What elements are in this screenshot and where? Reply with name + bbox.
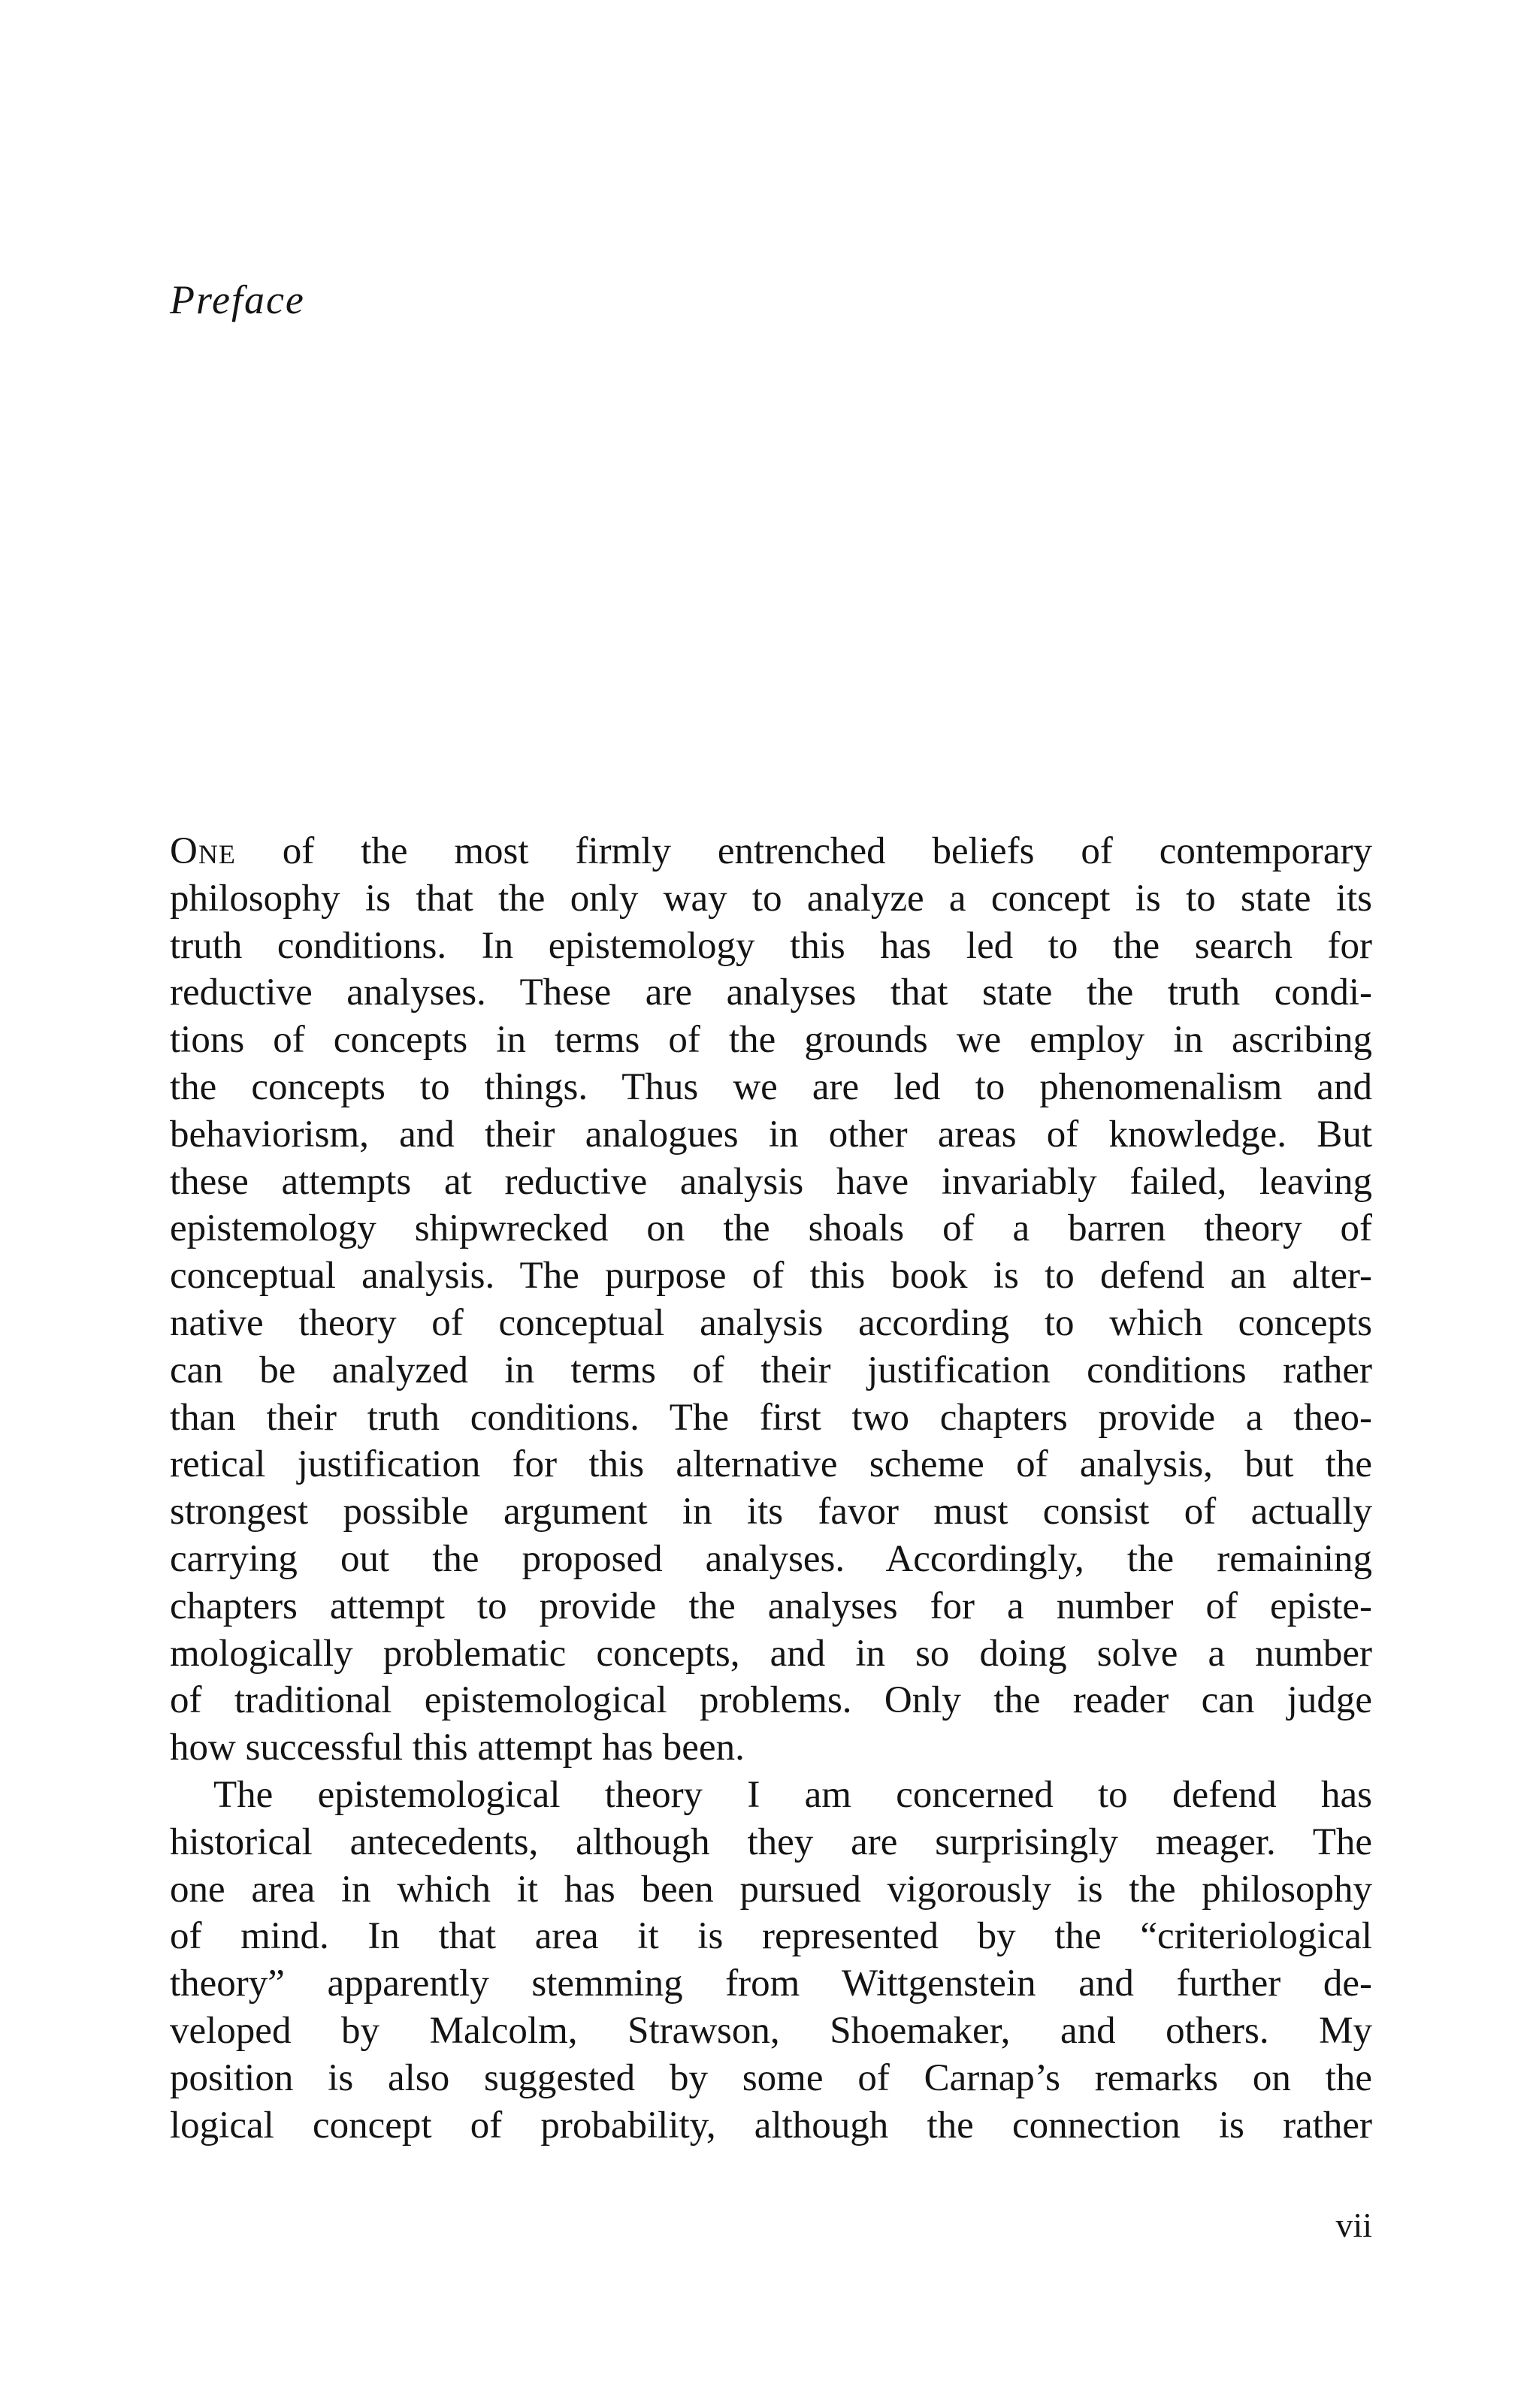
text-line: chapters attempt to provide the analyses for a number of episte-	[170, 1585, 1372, 1627]
text-line: how successful this attempt has been.	[170, 1727, 745, 1769]
text-line: carrying out the proposed analyses. Accordingly, the remaining	[170, 1537, 1372, 1580]
text-line: historical antecedents, although they are surprisingly meager. The	[170, 1820, 1372, 1863]
text-line: these attempts at reductive analysis have invariably failed, leaving	[170, 1160, 1372, 1203]
paragraph-1	[170, 828, 1372, 1772]
text-line: native theory of conceptual analysis according to which concepts	[170, 1301, 1372, 1344]
text-line: philosophy is that the only way to analyze a concept is to state its	[170, 877, 1372, 920]
text-line: can be analyzed in terms of their justification conditions rather	[170, 1349, 1372, 1391]
text-line: veloped by Malcolm, Strawson, Shoemaker, and others. My	[170, 2009, 1372, 2052]
text-line: retical justification for this alternative scheme of analysis, but the	[170, 1443, 1372, 1486]
text-line: position is also suggested by some of Carnap’s remarks on the	[170, 2056, 1372, 2099]
text-line: logical concept of probability, although the connection is rather	[170, 2104, 1372, 2147]
lead-word: One	[170, 830, 236, 872]
text-line: one area in which it has been pursued vigorously is the philosophy	[170, 1868, 1372, 1911]
text-line: of traditional epistemological problems. Only the reader can judge	[170, 1679, 1372, 1722]
text-line: theory” apparently stemming from Wittgenstein and further de-	[170, 1962, 1372, 2005]
page-number: vii	[1335, 2206, 1372, 2244]
text-line: strongest possible argument in its favor must consist of actually	[170, 1491, 1372, 1533]
text-line: truth conditions. In epistemology this has led to the search for	[170, 924, 1372, 967]
text-line: the concepts to things. Thus we are led to phenomenalism and	[170, 1065, 1372, 1108]
text-line: of mind. In that area it is represented by the “criteriological	[170, 1915, 1372, 1958]
text-line	[170, 828, 1372, 875]
text-line: conceptual analysis. The purpose of this book is to defend an alter-	[170, 1255, 1372, 1298]
text-line: tions of concepts in terms of the grounds we employ in ascribing	[170, 1019, 1372, 1062]
paragraph-2	[170, 1772, 1372, 2149]
text-line: The epistemological theory I am concerned to defend has	[213, 1773, 1372, 1816]
text-line: than their truth conditions. The first two chapters provide a theo-	[170, 1396, 1372, 1439]
text-line: mologically problematic concepts, and in so doing solve a number	[170, 1632, 1372, 1675]
text-line: behaviorism, and their analogues in other areas of knowledge. But	[170, 1113, 1372, 1156]
text-line: reductive analyses. These are analyses that state the truth condi-	[170, 971, 1372, 1014]
page-title: Preface	[170, 277, 305, 322]
body-text	[170, 828, 1372, 2149]
line-text: of the most firmly entrenched beliefs of contemporary	[235, 830, 1372, 872]
text-line: epistemology shipwrecked on the shoals of a barren theory of	[170, 1207, 1372, 1250]
